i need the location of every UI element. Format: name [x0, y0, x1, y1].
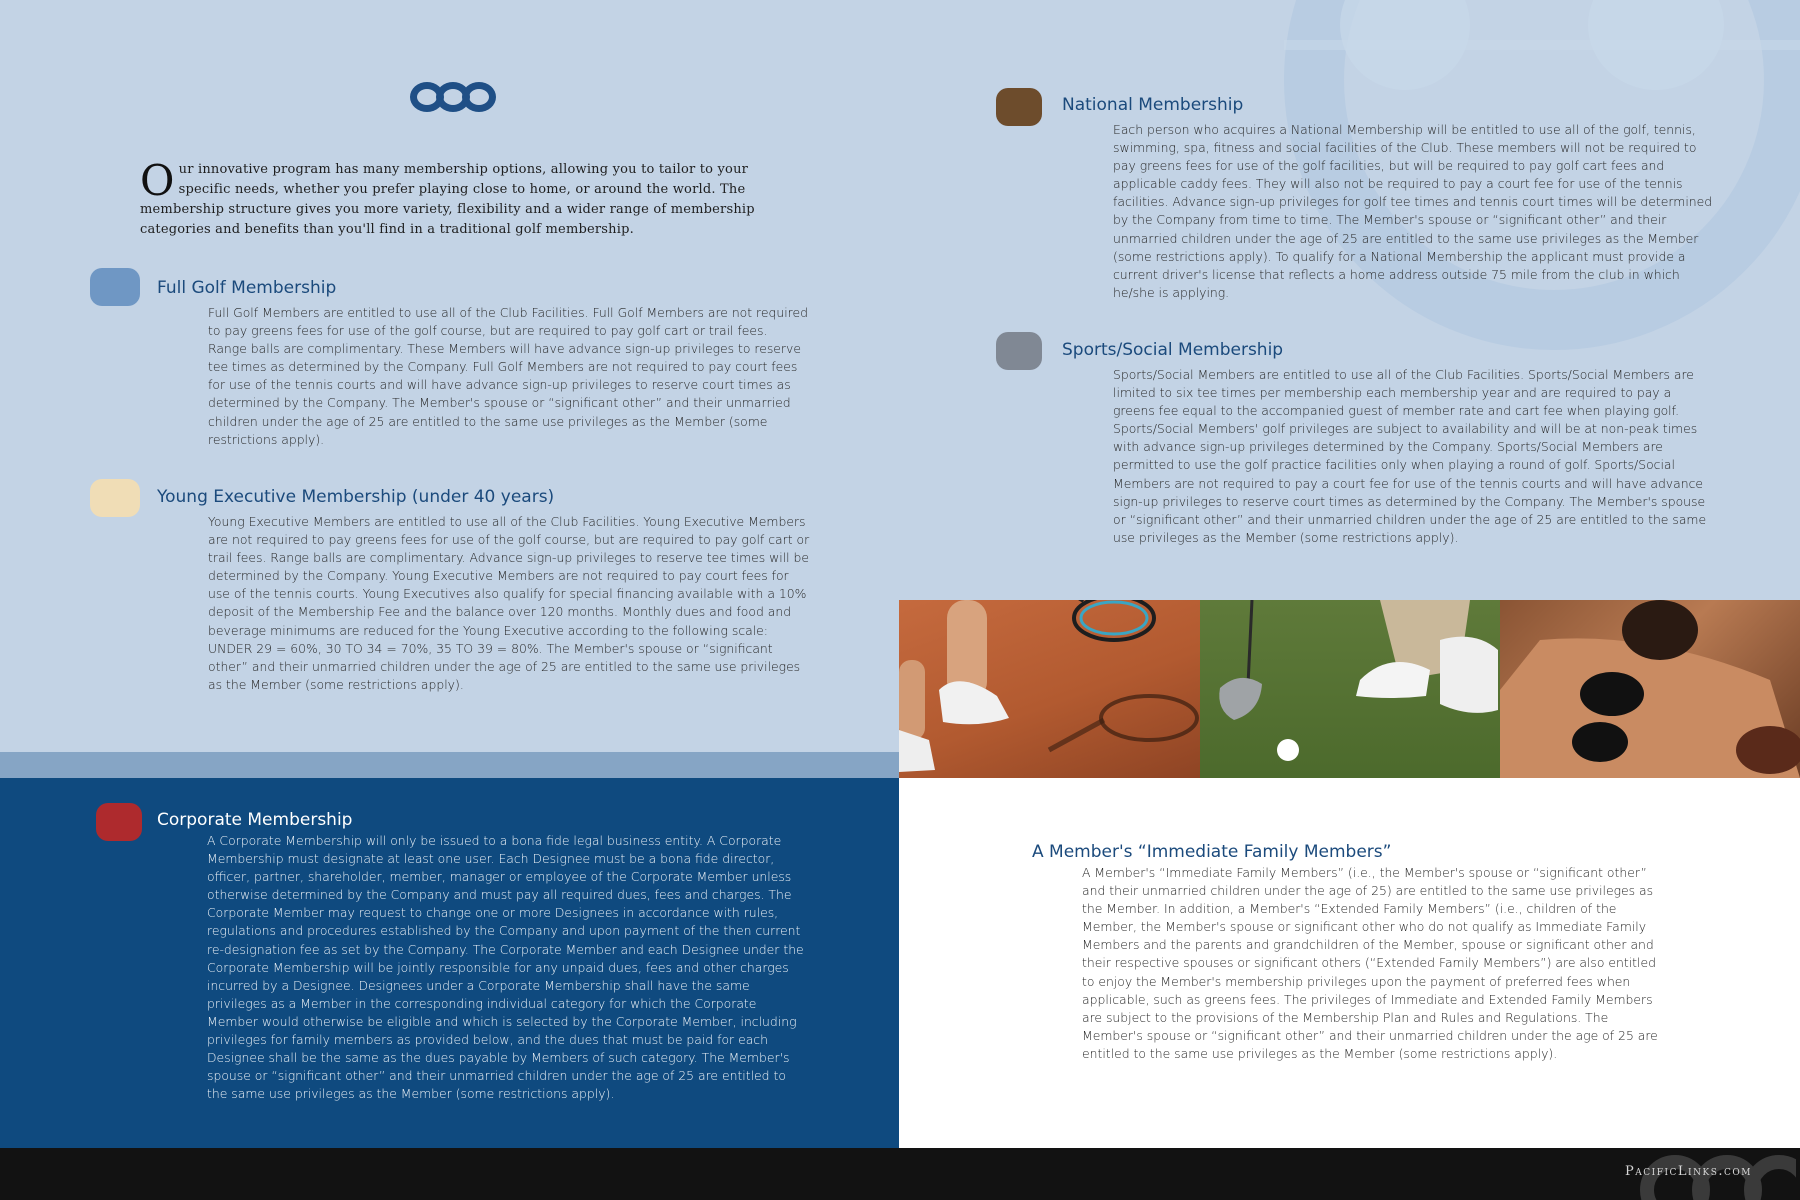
young-executive-body: Young Executive Members are entitled to use all of the Club Facilities. Young Executive Members are not required to pay greens fees for use of the golf course, but are required to pay golf cart or trail fees. Range balls are complimentary. Advance sign-up privileges to reserve tee times will be determined by the Company. Young Executive Members are not required to pay court fees for use of the tennis courts. Young Executives also qualify for special financing available with a 10% deposit of the Membership Fee and the balance over 120 months. Monthly dues and food and beverage minimums are reduced for the Young Executive according to the following scale: UNDER 29 = 60%, 30 TO 34 = 70%, 35 TO 39 = 80%. The Member's spouse or “significant other” and their unmarried children under the age of 25 are entitled to the same use privileges as the Member (some restrictions apply). — [208, 514, 810, 692]
sports-social-bullet — [996, 332, 1042, 370]
full-golf-body: Full Golf Members are entitled to use all of the Club Facilities. Full Golf Members are not required to pay greens fees for use of the golf course, but are required to pay golf cart or trail fees. Range balls are complimentary. These Members will have advance sign-up privileges to reserve tee times as determined by the Company. Full Golf Members are not required to pay court fees for use of the tennis courts and will have advance sign-up privileges to reserve court times as determined by the Company. The Member's spouse or “significant other” and their unmarried children under the age of 25 are entitled to the same use privileges as the Member (some restrictions apply). — [208, 305, 808, 447]
national-heading: National Membership — [1062, 95, 1244, 115]
full-golf-heading: Full Golf Membership — [157, 278, 337, 298]
divider-band — [0, 752, 899, 778]
immediate-family-heading: A Member's “Immediate Family Members” — [1032, 842, 1392, 862]
spa-photo — [1500, 600, 1800, 778]
sports-social-heading: Sports/Social Membership — [1062, 340, 1284, 360]
decorative-line — [1284, 40, 1800, 50]
corporate-bullet — [96, 803, 142, 841]
three-linked-rings-icon — [410, 80, 496, 114]
national-body: Each person who acquires a National Membership will be entitled to use all of the golf, tennis, swimming, spa, fitness and social facilities of the Club. These members will not be required to pay greens fees for use of the golf facilities, but will be required to pay golf cart fees and applicable caddy fees. They will also not be required to pay a court fee for use of the tennis facilities. Advance sign-up privileges for golf tee times and tennis court times will be determined by the Company from time to time. The Member's spouse or “significant other” and their unmarried children under the age of 25 are entitled to the same use privileges as the Member (some restrictions apply). To qualify for a National Membership the applicant must provide a current driver's license that reflects a home address outside 75 mile from the club in which he/she is applying. — [1113, 122, 1713, 300]
corporate-heading: Corporate Membership — [157, 810, 353, 830]
full-golf-bullet — [90, 268, 140, 306]
sports-social-body: Sports/Social Members are entitled to use all of the Club Facilities. Sports/Social Members are limited to six tee times per membership each membership year and are required to pay a greens fee equal to the accompanied guest of member rate and cart fee when playing golf. Sports/Social Members' golf privileges are subject to availability and will be at non-peak times with advance sign-up privileges determined by the Company. Sports/Social Members are permitted to use the golf practice facilities only when playing a round of golf. Sports/Social Members are not required to pay a court fee for use of the tennis courts and will have advance sign-up privileges to reserve court times as determined by the Company. The Member's spouse or “significant other” and their unmarried children under the age of 25 are entitled to the same use privileges as the Member (some restrictions apply). — [1113, 367, 1707, 545]
national-bullet — [996, 88, 1042, 126]
tennis-photo — [899, 600, 1200, 778]
young-executive-bullet — [90, 479, 140, 517]
immediate-family-body: A Member's “Immediate Family Members” (i.e., the Member's spouse or “significant other” and their unmarried children under the age of 25) are entitled to the same use privileges as the Member. In addition, a Member's “Extended Family Members” (i.e., children of the Member, the Member's spouse or significant other who do not qualify as Immediate Family Members and the parents and grandchildren of the Member, spouse or significant other and their respective spouses or significant others (“Extended Family Members”) are also entitled to enjoy the Member's membership privileges upon the payment of preferred fees when applicable, such as greens fees. The privileges of Immediate and Extended Family Members are subject to the provisions of the Membership Plan and Rules and Regulations. The Member's spouse or “significant other” and their unmarried children under the age of 25 are entitled to the same use privileges as the Member (some restrictions apply). — [1082, 865, 1658, 1061]
drop-cap: O — [140, 156, 175, 205]
young-executive-heading: Young Executive Membership (under 40 years) — [157, 487, 555, 507]
golf-photo — [1200, 600, 1500, 778]
intro-text: ur innovative program has many membership options, allowing you to tailor to your specific needs, whether you prefer playing close to home, or around the world. The membership structure gives you more variety, flexibility and a wider range of membership categories and benefits than you'll find in a traditional golf membership. — [140, 162, 755, 237]
footer-bar — [0, 1148, 1800, 1200]
intro-paragraph — [140, 156, 790, 240]
corporate-body: A Corporate Membership will only be issued to a bona fide legal business entity. A Corporate Membership must designate at least one user. Each Designee must be a bona fide director, officer, partner, shareholder, member, manager or employee of the Corporate Member unless otherwise determined by the Company and must pay all required dues, fees and charges. The Corporate Member may request to change one or more Designees in accordance with rules, regulations and procedures established by the Company and upon payment of the then current re-designation fee as set by the Company. The Corporate Member and each Designee under the Corporate Membership will be jointly responsible for any unpaid dues, fees and other charges incurred by a Designee. Designees under a Corporate Membership shall have the same privileges as a Member in the corresponding individual category for which the Corporate Member would otherwise be eligible and which is selected by the Corporate Member, including privileges for family members as provided below, and the dues that must be paid for each Designee shall be the same as the dues payable by Members of such category. The Member's spouse or “significant other” and their unmarried children under the age of 25 are entitled to the same use privileges as the Member (some restrictions apply). — [207, 833, 804, 1102]
footer-website: PacificLinks.com — [1625, 1164, 1752, 1179]
